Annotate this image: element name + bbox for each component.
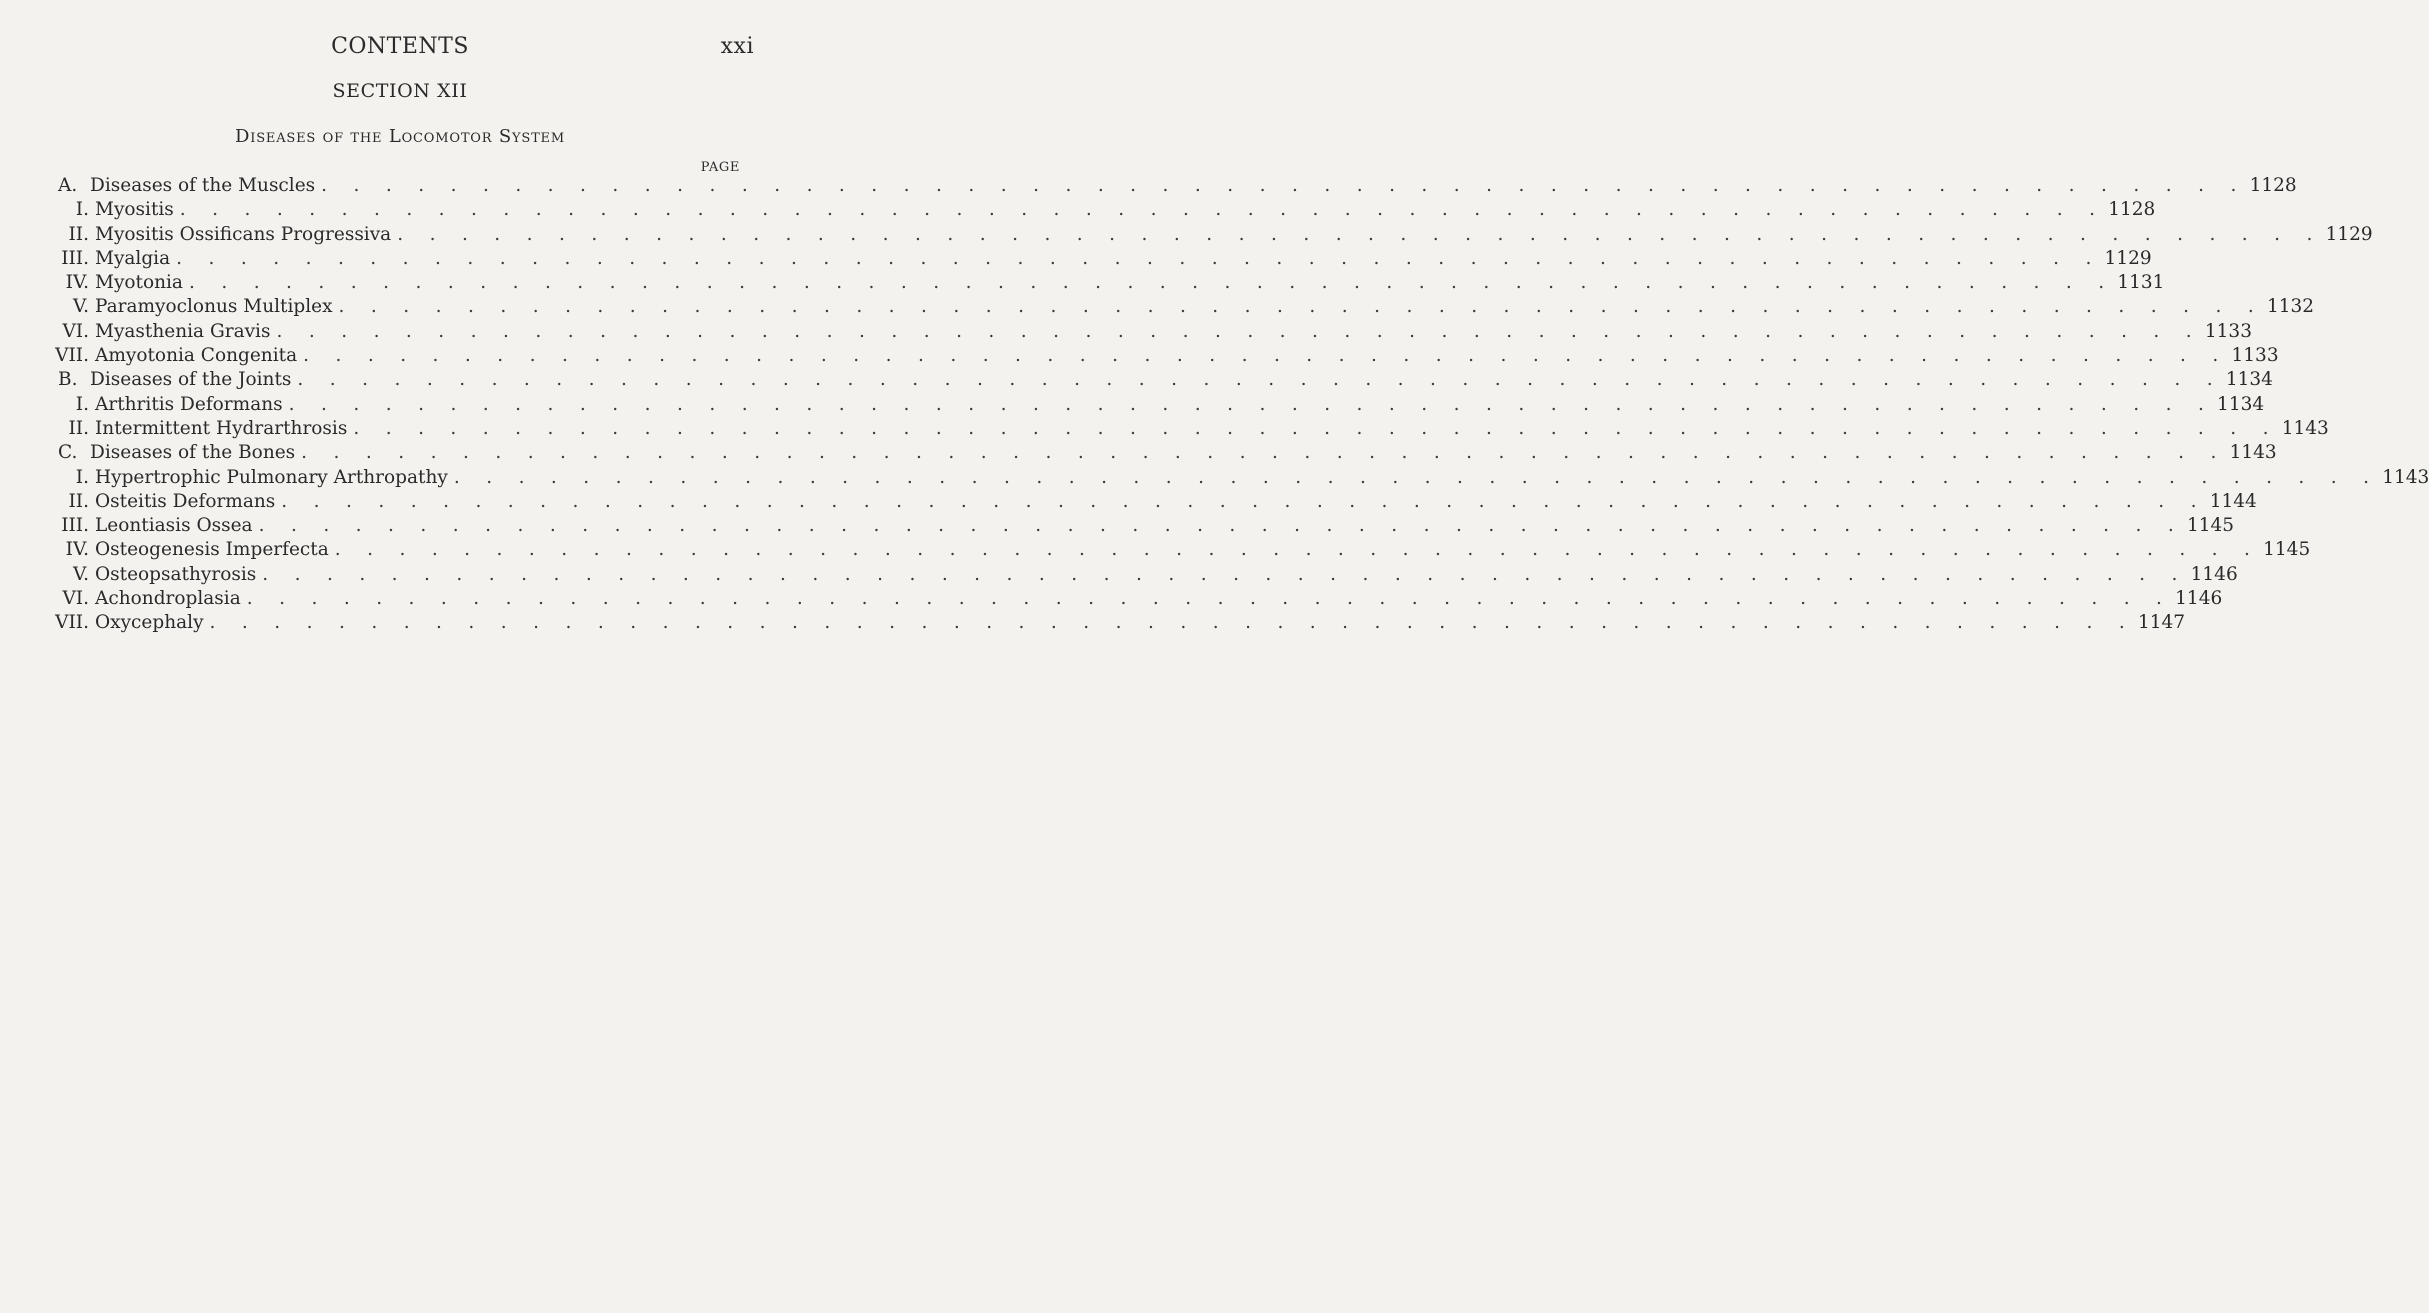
entry-title: Paramyoclonus Multiplex bbox=[95, 296, 333, 318]
entry-title: Myositis bbox=[95, 199, 174, 221]
toc-entry-row bbox=[0, 295, 2315, 319]
entry-numeral: II. bbox=[68, 223, 89, 245]
toc-entry-body bbox=[95, 393, 2265, 417]
toc-entry-row bbox=[0, 514, 2235, 538]
entry-page-number: 1145 bbox=[2187, 515, 2235, 537]
entry-page-number: 1128 bbox=[2108, 199, 2156, 221]
dot-leader: . . . . . . . . . . . . . . . . . . . . . . . . . . . . . . . . . . . . . . . . . . . . . . . . . . . . . . . . . . . . bbox=[176, 247, 2102, 269]
toc-entry-body bbox=[95, 344, 2279, 368]
entry-title: Diseases of the Muscles bbox=[90, 175, 316, 196]
toc-entry-body bbox=[90, 441, 2277, 465]
entry-title: Arthritis Deformans bbox=[95, 393, 283, 415]
toc-entry-row bbox=[0, 223, 2373, 247]
table-of-contents bbox=[0, 174, 2429, 636]
toc-entry-row bbox=[0, 538, 2311, 562]
toc-entry-body bbox=[95, 563, 2238, 587]
dot-leader: . . . . . . . . . . . . . . . . . . . . . . . . . . . . . . . . . . . . . . . . . . . . . . . . . . . . . . . . . . . . bbox=[246, 588, 2173, 610]
toc-entry-body bbox=[95, 320, 2252, 344]
entry-title: Osteogenesis Imperfecta bbox=[95, 539, 329, 561]
entry-page-number: 1131 bbox=[2117, 272, 2165, 294]
entry-numeral: III. bbox=[61, 247, 89, 269]
toc-entry-body bbox=[95, 514, 2235, 538]
toc-entry-row bbox=[0, 393, 2265, 417]
dot-leader: . . . . . . . . . . . . . . . . . . . . . . . . . . . . . . . . . . . . . . . . . . . . . . . . . . . . . . . . . . . . bbox=[353, 417, 2279, 439]
dot-leader: . . . . . . . . . . . . . . . . . . . . . . . . . . . . . . . . . . . . . . . . . . . . . . . . . . . . . . . . . . . . bbox=[303, 345, 2229, 367]
entry-title: Achondroplasia bbox=[95, 588, 241, 610]
dot-leader: . . . . . . . . . . . . . . . . . . . . . . . . . . . . . . . . . . . . . . . . . . . . . . . . . . . . . . . . . . . . bbox=[397, 223, 2323, 245]
entry-title: Myotonia bbox=[95, 272, 183, 294]
toc-entry-row bbox=[0, 611, 2186, 635]
entry-numeral: V. bbox=[72, 563, 89, 585]
entry-page-number: 1143 bbox=[2281, 417, 2329, 439]
entry-title: Myalgia bbox=[95, 247, 171, 269]
dot-leader: . . . . . . . . . . . . . . . . . . . . . . . . . . . . . . . . . . . . . . . . . . . . . . . . . . . . . . . . . . . . bbox=[338, 296, 2265, 318]
toc-entry-row bbox=[0, 417, 2329, 441]
toc-entry-body bbox=[95, 466, 2429, 490]
entry-page-number: 1147 bbox=[2137, 612, 2186, 634]
dot-leader: . . . . . . . . . . . . . . . . . . . . . . . . . . . . . . . . . . . . . . . . . . . . . . . . . . . . . . . . . . . . bbox=[179, 199, 2106, 221]
entry-page-number: 1146 bbox=[2190, 563, 2238, 585]
toc-entry-row bbox=[0, 587, 2223, 611]
entry-numeral: I. bbox=[75, 199, 89, 221]
entry-numeral: II. bbox=[68, 490, 89, 512]
toc-entry-body bbox=[95, 490, 2257, 514]
toc-entry-body bbox=[95, 538, 2311, 562]
entry-numeral: II. bbox=[68, 417, 89, 439]
entry-title: Diseases of the Joints bbox=[90, 369, 292, 391]
toc-entry-row bbox=[0, 563, 2238, 587]
entry-numeral: VII. bbox=[55, 345, 89, 367]
dot-leader: . . . . . . . . . . . . . . . . . . . . . . . . . . . . . . . . . . . . . . . . . . . . . . . . . . . . . . . . . . . . bbox=[276, 320, 2202, 342]
toc-section-row bbox=[0, 441, 2277, 465]
running-title: CONTENTS bbox=[331, 34, 469, 59]
entry-title: Myositis Ossificans Progressiva bbox=[95, 223, 392, 245]
toc-entry-body bbox=[90, 174, 2297, 198]
entry-title: Osteitis Deformans bbox=[95, 490, 276, 512]
toc-entry-row bbox=[0, 320, 2252, 344]
entry-numeral: I. bbox=[75, 466, 89, 488]
entry-title: Myasthenia Gravis bbox=[95, 320, 271, 342]
toc-section-row bbox=[0, 368, 2273, 392]
entry-numeral: IV. bbox=[65, 539, 89, 561]
entry-numeral: III. bbox=[61, 515, 89, 537]
dot-leader: . . . . . . . . . . . . . . . . . . . . . . . . . . . . . . . . . . . . . . . . . . . . . . . . . . . . . . . . . . . . bbox=[453, 466, 2380, 488]
dot-leader: . . . . . . . . . . . . . . . . . . . . . . . . . . . . . . . . . . . . . . . . . . . . . . . . . . . . . . . . . . . . bbox=[209, 612, 2136, 634]
toc-section-row bbox=[0, 174, 2297, 198]
toc-entry-row bbox=[0, 490, 2257, 514]
dot-leader: . . . . . . . . . . . . . . . . . . . . . . . . . . . . . . . . . . . . . . . . . . . . . . . . . . . . . . . . . . . . bbox=[258, 515, 2185, 537]
entry-page-number: 1143 bbox=[2382, 466, 2429, 488]
toc-entry-row bbox=[0, 247, 2152, 271]
toc-entry-body bbox=[95, 271, 2165, 295]
page-column-label: PAGE bbox=[700, 160, 740, 175]
dot-leader: . . . . . . . . . . . . . . . . . . . . . . . . . . . . . . . . . . . . . . . . . . . . . . . . . . . . . . . . . . . . bbox=[262, 563, 2188, 585]
entry-page-number: 1134 bbox=[2217, 393, 2265, 415]
entry-page-number: 1143 bbox=[2229, 442, 2277, 464]
toc-entry-body bbox=[95, 295, 2315, 319]
section-letter: B. bbox=[58, 369, 78, 391]
toc-entry-row bbox=[0, 344, 2279, 368]
entry-title: Intermittent Hydrarthrosis bbox=[95, 417, 348, 439]
entry-title: Leontiasis Ossea bbox=[95, 515, 253, 537]
entry-numeral: VI. bbox=[62, 588, 89, 610]
entry-numeral: VI. bbox=[62, 320, 89, 342]
toc-entry-body bbox=[95, 198, 2156, 222]
toc-entry-body bbox=[95, 417, 2329, 441]
page-number: xxi bbox=[720, 34, 754, 59]
entry-numeral: VII. bbox=[55, 612, 89, 634]
entry-title: Amyotonia Congenita bbox=[95, 345, 298, 367]
entry-numeral: V. bbox=[72, 296, 89, 318]
entry-page-number: 1145 bbox=[2263, 539, 2311, 561]
part-title: Diseases of the Locomotor System bbox=[235, 126, 565, 147]
entry-title: Diseases of the Bones bbox=[90, 442, 296, 464]
entry-page-number: 1128 bbox=[2249, 175, 2297, 196]
dot-leader: . . . . . . . . . . . . . . . . . . . . . . . . . . . . . . . . . . . . . . . . . . . . . . . . . . . . . . . . . . . . bbox=[334, 539, 2261, 561]
toc-entry-body bbox=[95, 587, 2223, 611]
section-title: SECTION XII bbox=[332, 80, 468, 102]
dot-leader: . . . . . . . . . . . . . . . . . . . . . . . . . . . . . . . . . . . . . . . . . . . . . . . . . . . . . . . . . . . . bbox=[301, 442, 2227, 464]
entry-page-number: 1133 bbox=[2204, 320, 2252, 342]
toc-entry-row bbox=[0, 466, 2429, 490]
entry-page-number: 1146 bbox=[2175, 588, 2223, 610]
toc-entry-body bbox=[95, 247, 2152, 271]
dot-leader: . . . . . . . . . . . . . . . . . . . . . . . . . . . . . . . . . . . . . . . . . . . . . . . . . . . . . . . . . . . . bbox=[281, 490, 2207, 512]
dot-leader: . . . . . . . . . . . . . . . . . . . . . . . . . . . . . . . . . . . . . . . . . . . . . . . . . . . . . . . . . . . . bbox=[297, 369, 2223, 391]
entry-page-number: 1134 bbox=[2225, 369, 2273, 391]
toc-entry-row bbox=[0, 271, 2165, 295]
entry-page-number: 1133 bbox=[2231, 345, 2279, 367]
entry-numeral: IV. bbox=[65, 272, 89, 294]
toc-entry-row bbox=[0, 198, 2156, 222]
section-letter: A. bbox=[58, 175, 78, 196]
entry-page-number: 1144 bbox=[2209, 490, 2257, 512]
toc-entry-body bbox=[90, 368, 2273, 392]
entry-page-number: 1132 bbox=[2266, 296, 2315, 318]
dot-leader: . . . . . . . . . . . . . . . . . . . . . . . . . . . . . . . . . . . . . . . . . . . . . . . . . . . . . . . . . . . . bbox=[321, 175, 2247, 196]
entry-page-number: 1129 bbox=[2325, 223, 2373, 245]
entry-page-number: 1129 bbox=[2104, 247, 2152, 269]
entry-numeral: I. bbox=[75, 393, 89, 415]
entry-title: Hypertrophic Pulmonary Arthropathy bbox=[95, 466, 448, 488]
entry-title: Oxycephaly bbox=[95, 612, 204, 634]
entry-title: Osteopsathyrosis bbox=[95, 563, 257, 585]
toc-entry-body bbox=[95, 223, 2373, 247]
dot-leader: . . . . . . . . . . . . . . . . . . . . . . . . . . . . . . . . . . . . . . . . . . . . . . . . . . . . . . . . . . . . bbox=[188, 272, 2115, 294]
dot-leader: . . . . . . . . . . . . . . . . . . . . . . . . . . . . . . . . . . . . . . . . . . . . . . . . . . . . . . . . . . . . bbox=[288, 393, 2215, 415]
section-letter: C. bbox=[58, 442, 78, 464]
toc-entry-body bbox=[95, 611, 2186, 635]
